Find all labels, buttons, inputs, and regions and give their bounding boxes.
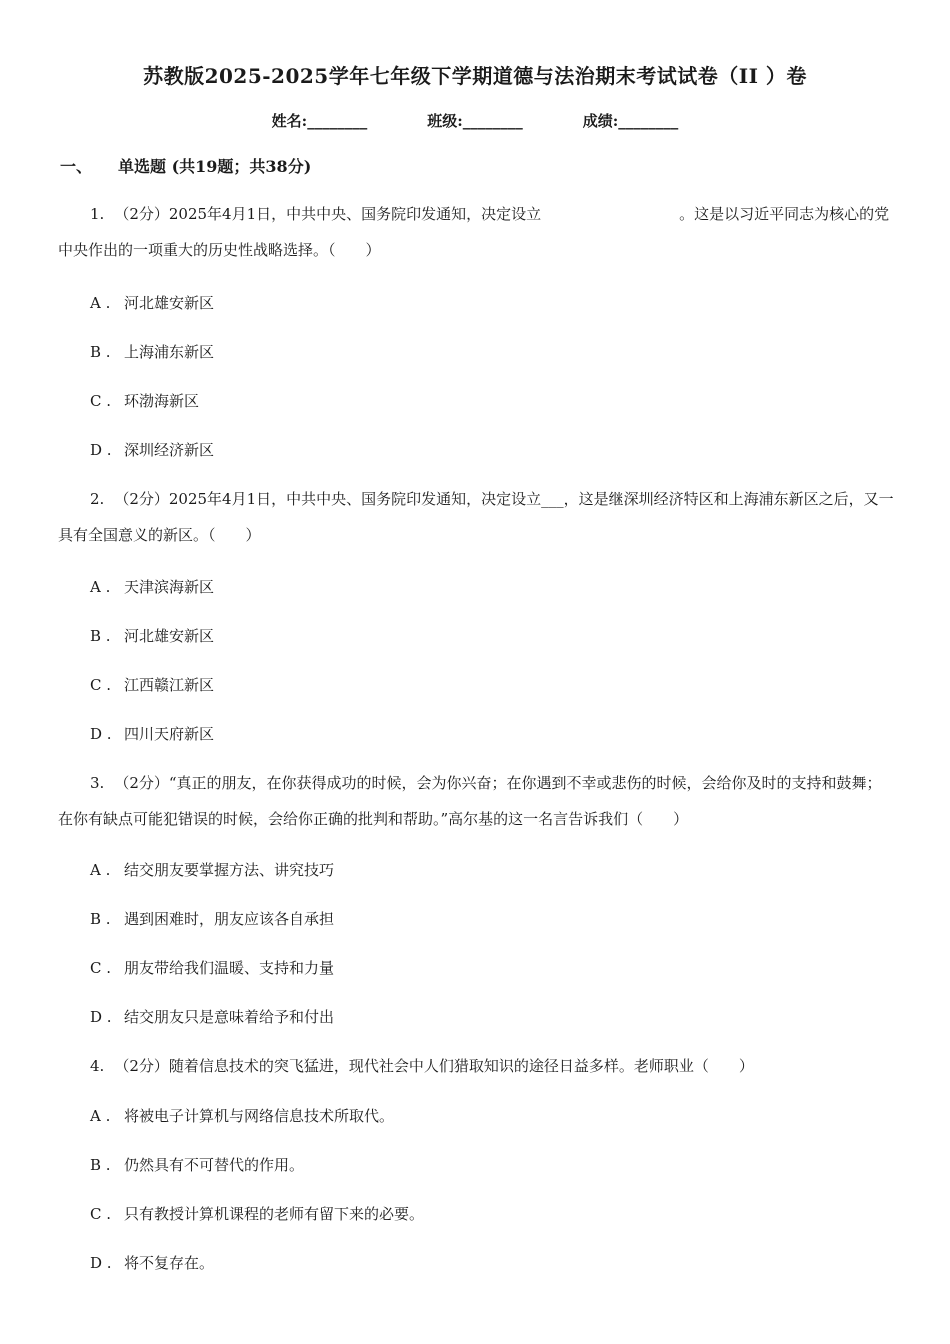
question-text: （2分）“真正的朋友，在你获得成功的时候，会为你兴奋；在你遇到不幸或悲伤的时候，会给你及时的支持和鼓舞；在你有缺点可能犯错误的时候，会给你正确的批判和帮助。”高尔基的这一名言告诉我们（ ） bbox=[58, 774, 882, 828]
option-letter: B . bbox=[90, 910, 111, 928]
option-letter: A . bbox=[90, 1107, 111, 1125]
exam-title: 苏教版2025-2025学年七年级下学期道德与法治期末考试试卷（II ）卷 bbox=[143, 64, 807, 88]
option-letter: D . bbox=[90, 725, 112, 743]
option-text: 江西赣江新区 bbox=[124, 676, 215, 694]
question-4-option-c[interactable] bbox=[90, 1203, 424, 1224]
question-2-option-d[interactable] bbox=[90, 723, 214, 744]
question-text: （2分）2025年4月1日，中共中央、国务院印发通知，决定设立___，这是继深圳经济特区和上海浦东新区之后，又一具有全国意义的新区。（ ） bbox=[58, 490, 894, 544]
question-text-part1: （2分）2025年4月1日，中共中央、国务院印发通知，决定设立 bbox=[114, 205, 542, 223]
option-text: 河北雄安新区 bbox=[124, 627, 215, 645]
question-number: 4. bbox=[90, 1057, 105, 1075]
class-field-label: 班级:________ bbox=[427, 112, 523, 130]
question-1-option-a[interactable] bbox=[90, 292, 214, 313]
option-text: 遇到困难时，朋友应该各自承担 bbox=[124, 910, 335, 928]
option-text: 将不复存在。 bbox=[124, 1254, 215, 1272]
question-3-option-c[interactable] bbox=[90, 957, 334, 978]
section-title: 单选题 (共19题；共38分) bbox=[118, 157, 312, 176]
question-1-option-b[interactable] bbox=[90, 341, 214, 362]
option-text: 上海浦东新区 bbox=[124, 343, 215, 361]
question-3-option-b[interactable] bbox=[90, 908, 334, 929]
question-number: 1. bbox=[90, 205, 105, 223]
option-letter: C . bbox=[90, 676, 112, 694]
option-text: 结交朋友只是意味着给予和付出 bbox=[124, 1008, 335, 1026]
question-4-stem bbox=[58, 1048, 894, 1084]
student-info-row bbox=[0, 110, 950, 131]
question-2-option-c[interactable] bbox=[90, 674, 214, 695]
question-1-option-c[interactable] bbox=[90, 390, 199, 411]
question-1-option-d[interactable] bbox=[90, 439, 214, 460]
question-2-stem bbox=[58, 481, 894, 553]
question-3-option-d[interactable] bbox=[90, 1006, 334, 1027]
question-1-stem bbox=[58, 196, 894, 268]
option-text: 仍然具有不可替代的作用。 bbox=[124, 1156, 305, 1174]
section-heading bbox=[60, 154, 311, 177]
option-text: 深圳经济新区 bbox=[124, 441, 215, 459]
option-text: 天津滨海新区 bbox=[124, 578, 215, 596]
question-number: 3. bbox=[90, 774, 105, 792]
question-number: 2. bbox=[90, 490, 105, 508]
question-4-option-b[interactable] bbox=[90, 1154, 304, 1175]
option-letter: B . bbox=[90, 1156, 111, 1174]
option-letter: A . bbox=[90, 861, 111, 879]
question-3-option-a[interactable] bbox=[90, 859, 334, 880]
option-text: 朋友带给我们温暖、支持和力量 bbox=[124, 959, 335, 977]
option-letter: D . bbox=[90, 441, 112, 459]
question-text-part2: 。这是以习近平同志为核心的党中央作出的一项重大的历史性战略选择。（ ） bbox=[58, 205, 890, 259]
option-letter: B . bbox=[90, 627, 111, 645]
option-text: 将被电子计算机与网络信息技术所取代。 bbox=[124, 1107, 395, 1125]
option-text: 四川天府新区 bbox=[124, 725, 215, 743]
question-2-option-a[interactable] bbox=[90, 576, 214, 597]
name-field-label: 姓名:________ bbox=[271, 112, 368, 130]
option-text: 结交朋友要掌握方法、讲究技巧 bbox=[124, 861, 335, 879]
option-text: 环渤海新区 bbox=[124, 392, 200, 410]
section-number: 一、 bbox=[60, 157, 93, 176]
option-letter: A . bbox=[90, 294, 111, 312]
option-letter: B . bbox=[90, 343, 111, 361]
question-4-option-a[interactable] bbox=[90, 1105, 394, 1126]
score-field-label: 成绩:________ bbox=[582, 112, 679, 130]
question-2-option-b[interactable] bbox=[90, 625, 214, 646]
option-letter: C . bbox=[90, 392, 112, 410]
option-letter: C . bbox=[90, 1205, 112, 1223]
question-text: （2分）随着信息技术的突飞猛进，现代社会中人们猎取知识的途径日益多样。老师职业（ ） bbox=[114, 1057, 754, 1075]
option-letter: D . bbox=[90, 1254, 112, 1272]
option-letter: C . bbox=[90, 959, 112, 977]
question-4-option-d[interactable] bbox=[90, 1252, 214, 1273]
option-text: 河北雄安新区 bbox=[124, 294, 215, 312]
option-text: 只有教授计算机课程的老师有留下来的必要。 bbox=[124, 1205, 425, 1223]
option-letter: D . bbox=[90, 1008, 112, 1026]
option-letter: A . bbox=[90, 578, 111, 596]
question-3-stem bbox=[58, 765, 894, 837]
